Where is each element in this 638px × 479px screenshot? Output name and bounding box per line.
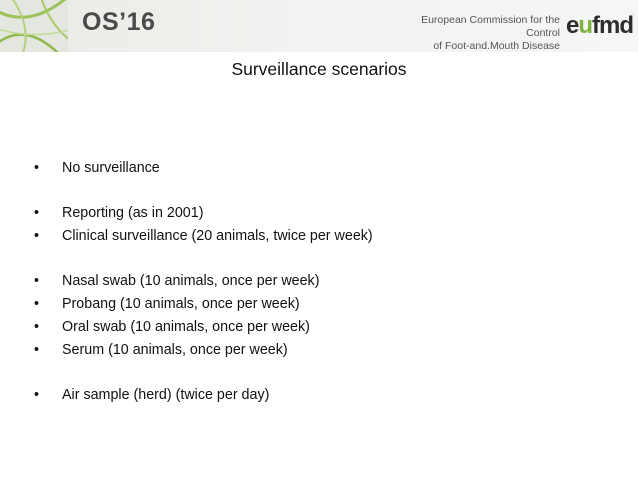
bullet-dot: • — [34, 296, 40, 312]
bullet-text: Reporting (as in 2001) — [62, 205, 204, 221]
bullet-dot: • — [34, 342, 40, 358]
eufmd-logo-u: u — [578, 12, 593, 39]
eufmd-logo-fmd: fmd — [592, 12, 634, 39]
eufmd-logo — [566, 12, 633, 40]
bullet-text: No surveillance — [62, 160, 160, 176]
commission-name — [398, 14, 560, 53]
bullet-dot: • — [34, 319, 40, 335]
green-curves-logo-icon — [0, 0, 68, 52]
bullet-dot: • — [34, 160, 40, 176]
bullet-text: Probang (10 animals, once per week) — [62, 296, 300, 312]
slide-title: Surveillance scenarios — [231, 59, 407, 79]
bullet-dot: • — [34, 387, 40, 403]
bullet-text: Serum (10 animals, once per week) — [62, 342, 288, 358]
bullet-text: Nasal swab (10 animals, once per week) — [62, 273, 320, 289]
os16-logo: OS’16 — [82, 8, 156, 36]
bullet-text: Air sample (herd) (twice per day) — [62, 387, 270, 403]
commission-line-1: European Commission for the Control — [421, 14, 560, 39]
bullet-dot: • — [34, 228, 40, 244]
bullet-text: Clinical surveillance (20 animals, twice per week) — [62, 228, 373, 244]
bullet-dot: • — [34, 273, 40, 289]
bullet-dot: • — [34, 205, 40, 221]
bullet-text: Oral swab (10 animals, once per week) — [62, 319, 310, 335]
commission-line-2: of Foot-and.Mouth Disease — [433, 40, 560, 52]
slide-header — [0, 0, 638, 52]
eufmd-logo-e: e — [566, 12, 579, 39]
